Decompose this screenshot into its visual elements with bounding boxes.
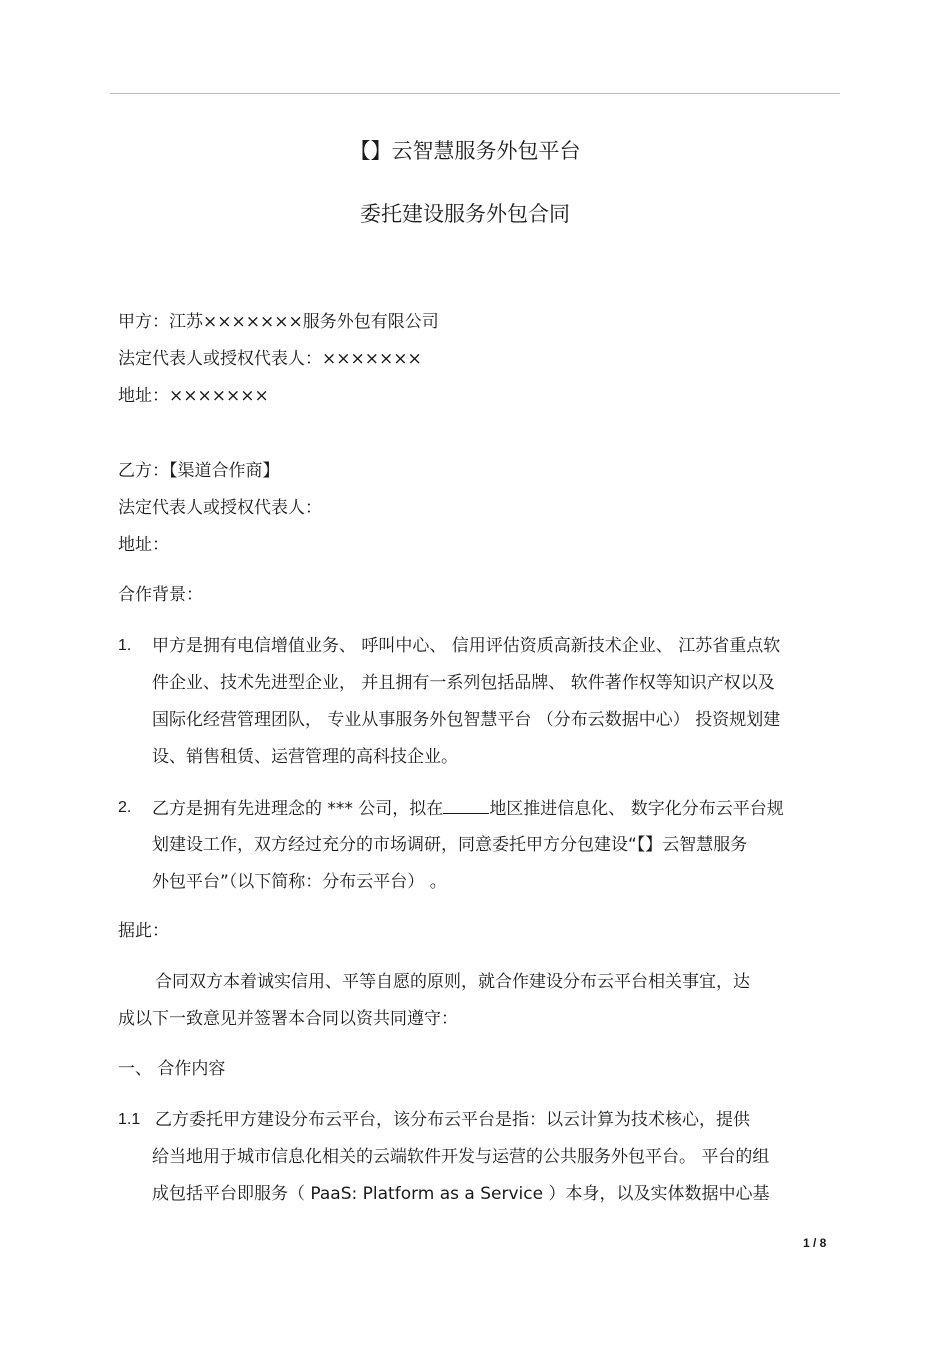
party-b-name: 乙方：【渠道合作商】 [118,461,280,481]
party-b-rep: 法定代表人或授权代表人： [118,498,322,518]
item-2-line: 划建设工作，双方经过充分的市场调研，同意委托甲方分包建设“【】云智慧服务 [152,835,748,855]
document-subtitle: 委托建设服务外包合同 [360,202,570,226]
clause-1-1-line: 乙方委托甲方建设分布云平台，该分布云平台是指：以云计算为技术核心，提供 [155,1110,750,1130]
item-1-line: 国际化经营管理团队， 专业从事服务外包智慧平台 （分布云数据中心） 投资规划建 [152,710,781,730]
fill-in-blank [443,798,489,814]
agreement-line: 成以下一致意见并签署本合同以资共同遵守： [118,1009,458,1029]
clause-1-1-number: 1.1 [118,1111,141,1128]
party-b-address: 地址： [118,535,169,555]
item-2-line: 乙方是拥有先进理念的 *** 公司，拟在 地区推进信息化、 数字化分布云平台规 [152,799,784,819]
party-a-address: 地址：××××××× [118,386,269,406]
header-rule [110,93,840,94]
document-title: 【】云智慧服务外包平台 [349,139,581,163]
therefore-label: 据此： [118,921,169,941]
party-a-name: 甲方：江苏×××××××服务外包有限公司 [118,312,439,332]
clause-1-1-line: 成包括平台即服务（ PaaS: Platform as a Service ）本身，以及实体数据中心基 [152,1184,770,1204]
item-1-number: 1. [118,637,132,654]
item-2-number: 2. [118,799,132,816]
page-number: 1 / 8 [803,1236,827,1250]
clause-1-1-line: 给当地用于城市信息化相关的云端软件开发与运营的公共服务外包平台。 平台的组 [152,1147,770,1167]
agreement-line: 合同双方本着诚实信用、平等自愿的原则，就合作建设分布云平台相关事宜，达 [155,972,750,992]
item-1-line: 甲方是拥有电信增值业务、 呼叫中心、 信用评估资质高新技术企业、 江苏省重点软 [152,636,781,656]
background-heading: 合作背景： [118,585,203,605]
party-a-rep: 法定代表人或授权代表人：××××××× [118,349,422,369]
item-1-line: 件企业、技术先进型企业， 并且拥有一系列包括品牌、 软件著作权等知识产权以及 [152,673,775,693]
item-1-line: 设、销售租赁、运营管理的高科技企业。 [152,747,458,767]
section-1-heading: 一、 合作内容 [118,1059,226,1079]
item-2-line: 外包平台”（以下简称：分布云平台） 。 [152,872,447,892]
